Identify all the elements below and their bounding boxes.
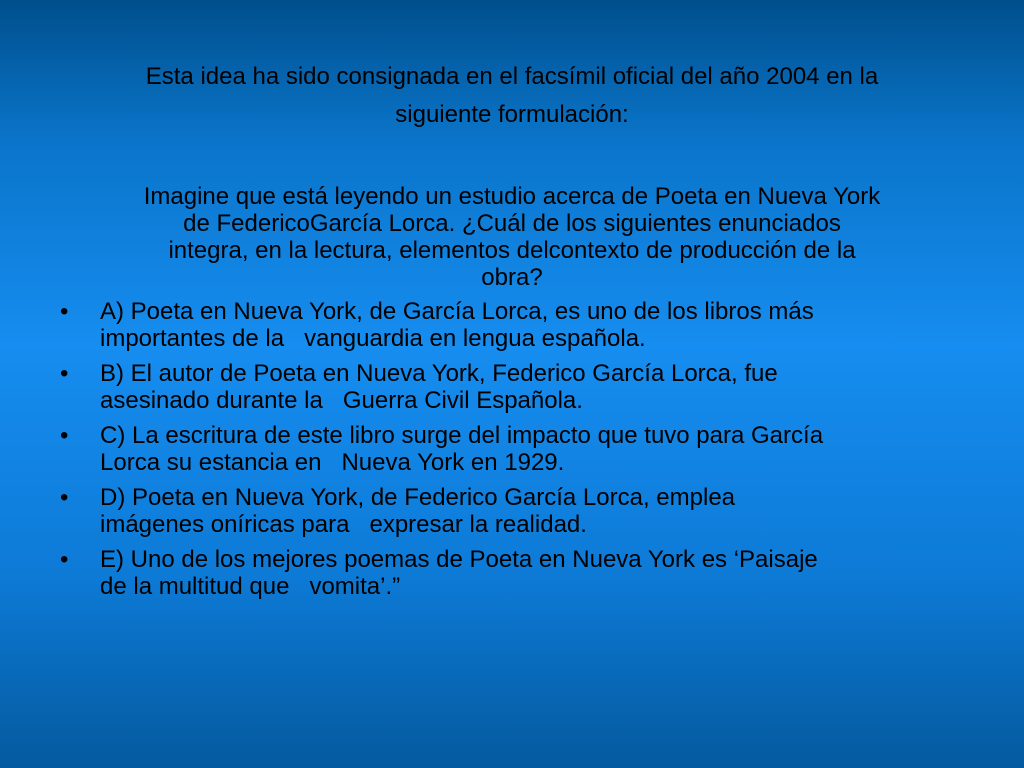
title-line-2: siguiente formulación:	[395, 101, 629, 128]
bullet-icon: •	[60, 546, 69, 573]
question-line-3: integra, en la lectura, elementos delcontexto de producción de la	[168, 237, 856, 264]
bullet-icon: •	[60, 298, 69, 325]
bullet-icon: •	[60, 360, 69, 387]
answer-options-list	[60, 298, 970, 608]
option-c-line-2: Lorca su estancia en Nueva York en 1929.	[100, 449, 565, 476]
slide-title	[60, 58, 964, 134]
bullet-icon: •	[60, 422, 69, 449]
answer-option-e	[60, 546, 970, 600]
option-d-line-1: D) Poeta en Nueva York, de Federico García Lorca, emplea	[100, 484, 736, 511]
question-line-1: Imagine que está leyendo un estudio acerca de Poeta en Nueva York	[143, 183, 881, 210]
option-d-line-2: imágenes oníricas para expresar la realidad.	[100, 511, 587, 538]
option-b-line-1: B) El autor de Poeta en Nueva York, Federico García Lorca, fue	[100, 360, 778, 387]
question-text	[70, 183, 954, 291]
option-a-line-2: importantes de la vanguardia en lengua española.	[100, 325, 646, 352]
title-line-1: Esta idea ha sido consignada en el facsímil oficial del año 2004 en la	[145, 63, 879, 90]
answer-option-d	[60, 484, 970, 538]
answer-option-c	[60, 422, 970, 476]
option-e-line-2: de la multitud que vomita’.”	[100, 573, 401, 600]
answer-option-a	[60, 298, 970, 352]
option-e-line-1: E) Uno de los mejores poemas de Poeta en Nueva York es ‘Paisaje	[100, 546, 818, 573]
option-c-line-1: C) La escritura de este libro surge del impacto que tuvo para García	[100, 422, 824, 449]
question-line-4: obra?	[481, 264, 543, 291]
option-a-line-1: A) Poeta en Nueva York, de García Lorca, es uno de los libros más	[100, 298, 814, 325]
option-b-line-2: asesinado durante la Guerra Civil Española.	[100, 387, 583, 414]
bullet-icon: •	[60, 484, 69, 511]
question-line-2: de FedericoGarcía Lorca. ¿Cuál de los siguientes enunciados	[183, 210, 841, 237]
answer-option-b	[60, 360, 970, 414]
